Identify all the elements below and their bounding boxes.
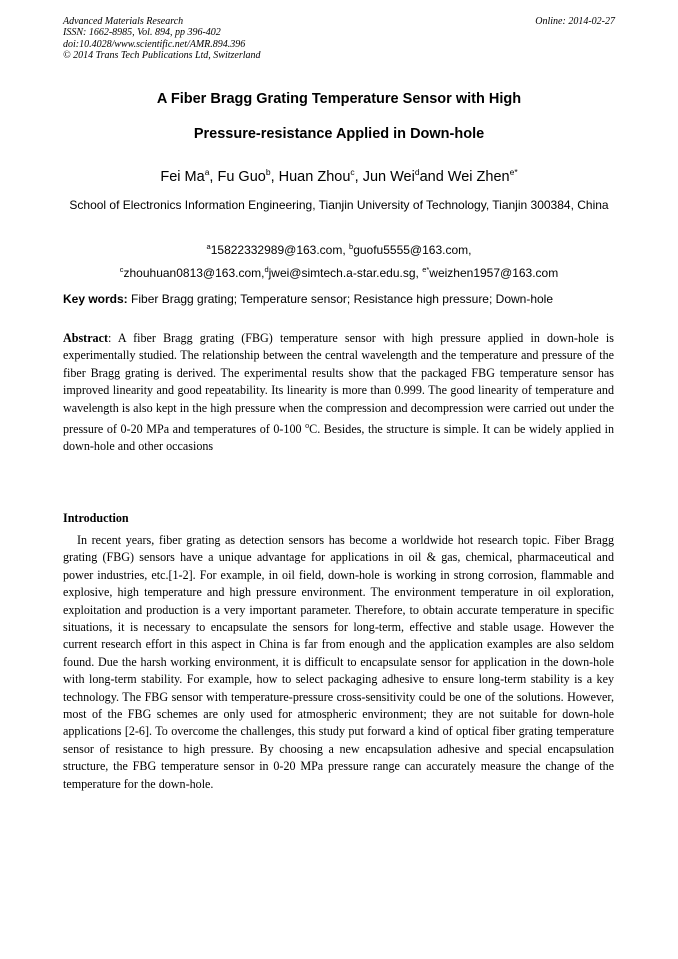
author-mark: b	[265, 167, 271, 177]
email-line-2	[63, 260, 615, 283]
author-mark: a	[204, 167, 210, 177]
journal-name: Advanced Materials Research	[63, 16, 184, 27]
journal-header	[63, 16, 261, 62]
introduction-paragraph: In recent years, fiber grating as detection sensors has become a worldwide hot research topic. Fiber Bragg grating (FBG) sensors have a unique advantage for applications in oil & gas, chemical, pharmaceutical and power industries, etc.[1-2]. For example, in oil field, down-hole is working in strong corrosion, flammable and explosive, high temperature and high pressure environment. The environment temperature in oil exploration, exploitation and production is a very important parameter. Therefore, to obtain accurate temperature in specific situations, it is necessary to encapsulate the sensors for long-term, effective and stable usage. However the current research effort in this aspect in China is far from enough and the application examples are also seldom found. Due the harsh working environment, it is difficult to encapsulate sensor for application in the down-hole with long-term stability. For example, how to select packaging adhesive to ensure long-term stability is a key technology. The FBG sensor with temperature-pressure cross-sensitivity could be one of the solutions. However, most of the FBG schemes are only used for atmospheric environment; they are not suitable for down-hole applications [2-6]. To overcome the challenges, this study put forward a kind of optical fiber grating temperature sensor of resistance to high pressure. By choosing a new encapsulation adhesive and special encapsulation structure, the FBG temperature sensor in 0-20 MPa pressure range can accurately measure the change of the temperature for the down-hole.	[63, 533, 614, 791]
online-date: Online: 2014-02-27	[535, 16, 615, 27]
email-address: zhouhuan0813@163.com,	[123, 266, 265, 280]
author-separator: ,	[270, 168, 279, 185]
author-mark: d	[414, 167, 420, 177]
author-mark: e*	[509, 167, 518, 177]
email-mark: b	[349, 242, 354, 251]
abstract-label: Abstract	[63, 331, 109, 345]
email-mark: a	[206, 242, 211, 251]
email-address: weizhen1957@163.com	[429, 266, 559, 280]
email-address: guofu5555@163.com,	[353, 243, 472, 257]
journal-doi: doi:10.4028/www.scientific.net/AMR.894.396	[63, 38, 246, 50]
keywords	[63, 292, 615, 306]
keywords-label: Key words:	[63, 292, 128, 306]
email-address: 15822332989@163.com,	[210, 243, 350, 257]
author-mark: c	[350, 167, 355, 177]
email-line-1	[63, 237, 615, 260]
paper-title-line-1: A Fiber Bragg Grating Temperature Sensor with High	[156, 91, 522, 107]
author-name: Huan Zhou	[278, 168, 351, 185]
degree-mark: o	[305, 421, 310, 431]
author-separator: ,	[354, 168, 363, 185]
author-name: Fei Ma	[160, 168, 205, 185]
author-separator: and	[419, 168, 448, 185]
email-mark: d	[264, 265, 269, 274]
journal-copyright: © 2014 Trans Tech Publications Ltd, Switzerland	[63, 50, 261, 62]
abstract	[63, 330, 614, 456]
author-separator: ,	[209, 168, 218, 185]
author-name: Wei Zhen	[447, 168, 510, 185]
abstract-text-end: C. Besides, the structure is simple. It can be widely applied in down-hole and other occasions	[63, 422, 615, 454]
email-mark: e*	[422, 265, 430, 274]
affiliation: School of Electronics Information Engineering, Tianjin University of Technology, Tianjin 300384, China	[69, 198, 609, 212]
email-mark: c	[119, 265, 124, 274]
author-name: Jun Wei	[362, 168, 415, 185]
paper-title-line-2: Pressure-resistance Applied in Down-hole	[193, 126, 485, 142]
section-heading-introduction: Introduction	[63, 511, 129, 525]
author-list	[60, 167, 618, 185]
author-emails	[63, 237, 615, 283]
keywords-text: Fiber Bragg grating; Temperature sensor; Resistance high pressure; Down-hole	[127, 292, 554, 306]
abstract-text: : A fiber Bragg grating (FBG) temperature sensor with high pressure applied in down-hole is experimentally studied. The relationship between the central wavelength and the temperature and pressure of the fiber Bragg grating is derived. The experimental results show that the packaged FBG temperature sensor has improved linearity and good repeatability. Its linearity is more than 0.999. The good linearity of temperature and wavelength is also kept in the high pressure when the compression and decompression were carried out under the pressure of 0-20 MPa and temperatures of 0-100	[63, 331, 614, 437]
email-address: jwei@simtech.a-star.edu.sg,	[268, 266, 423, 280]
author-name: Fu Guo	[217, 168, 266, 185]
journal-issn: ISSN: 1662-8985, Vol. 894, pp 396-402	[63, 27, 221, 39]
